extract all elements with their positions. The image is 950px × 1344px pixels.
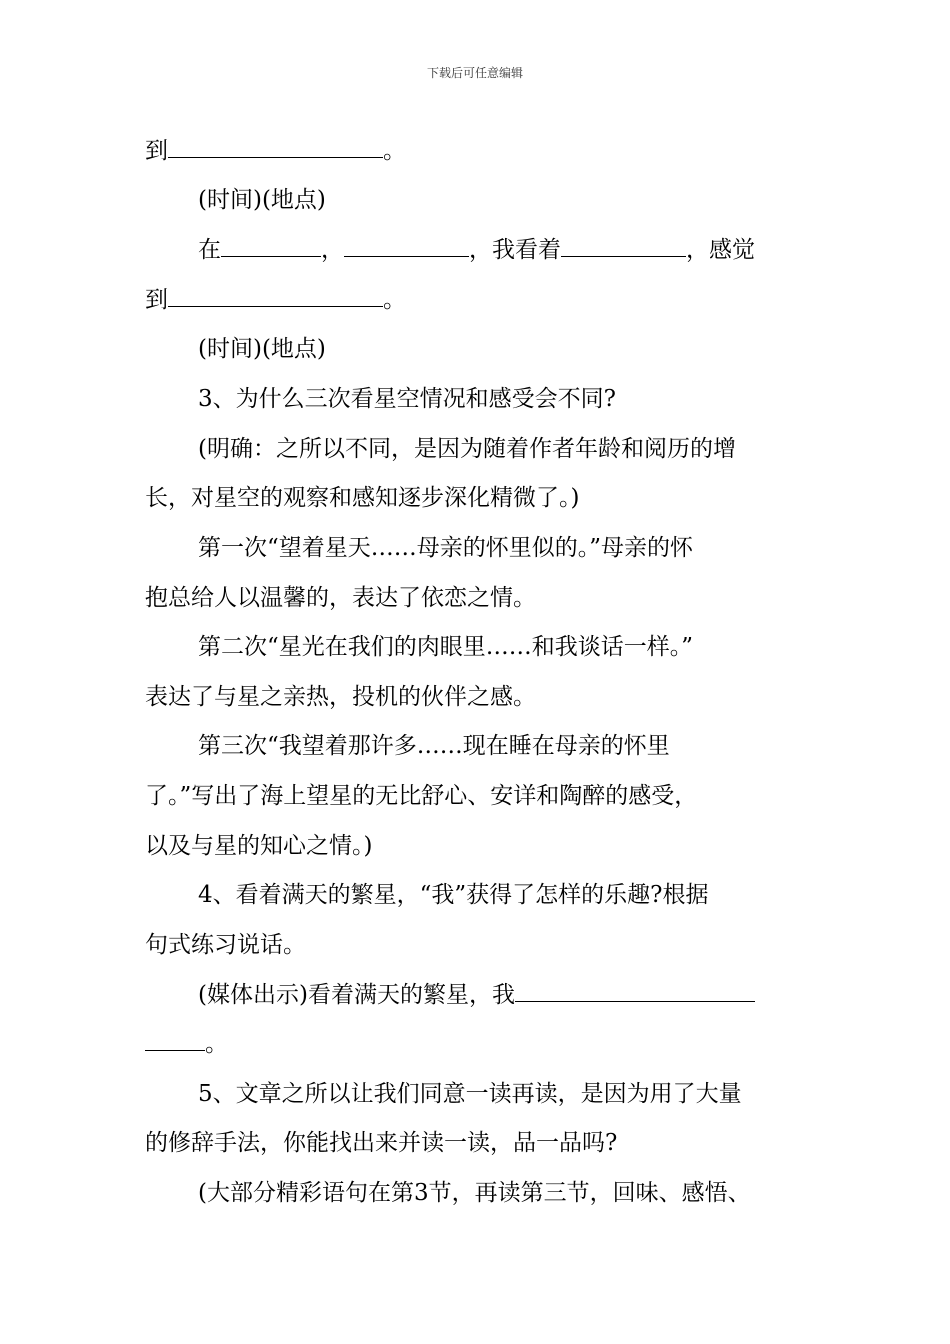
text-line: 到 。: [145, 138, 406, 164]
text-line: 的修辞手法，你能找出来并读一读，品一品吗?: [145, 1130, 618, 1156]
answer-blank[interactable]: [168, 137, 383, 158]
text-line: 表达了与星之亲热，投机的伙伴之感。: [145, 684, 536, 710]
page-header: 下载后可任意编辑: [426, 66, 523, 80]
text-line: (大部分精彩语句在第3节，再读第三节，回味、感悟、: [198, 1180, 751, 1206]
answer-blank[interactable]: [145, 1030, 205, 1051]
text-line: (明确：之所以不同，是因为随着作者年龄和阅历的增: [198, 436, 736, 462]
answer-blank[interactable]: [561, 236, 686, 257]
answer-blank[interactable]: [344, 236, 469, 257]
answer-blank[interactable]: [168, 286, 383, 307]
question-4: 4、看着满天的繁星，“我”获得了怎样的乐趣?根据: [198, 882, 709, 908]
answer-blank[interactable]: [515, 981, 755, 1002]
text-line: (时间)(地点): [198, 187, 326, 213]
text-line: 第三次“我望着那许多……现在睡在母亲的怀里: [198, 733, 670, 759]
question-3: 3、为什么三次看星空情况和感受会不同?: [198, 386, 616, 412]
text-line: 以及与星的知心之情。): [145, 833, 373, 859]
text-line: 到 。: [145, 287, 406, 313]
text-line: 了。”写出了海上望星的无比舒心、安详和陶醉的感受，: [145, 783, 698, 809]
answer-blank[interactable]: [221, 236, 321, 257]
text-line: 第一次“望着星天……母亲的怀里似的。”母亲的怀: [198, 535, 694, 561]
text-line: 第二次“星光在我们的肉眼里……和我谈话一样。”: [198, 634, 694, 660]
text-line: 在 ， ，我看着 ，感觉: [198, 237, 755, 263]
question-5: 5、文章之所以让我们同意一读再读，是因为用了大量: [198, 1081, 742, 1107]
text-line: 句式练习说话。: [145, 932, 306, 958]
text-line: (媒体出示)看着满天的繁星，我: [198, 980, 755, 1010]
text-line: 抱总给人以温馨的，表达了依恋之情。: [145, 585, 536, 611]
text-line: 长，对星空的观察和感知逐步深化精微了。): [145, 485, 580, 511]
text-line: 。: [145, 1029, 228, 1059]
text-line: (时间)(地点): [198, 336, 326, 362]
